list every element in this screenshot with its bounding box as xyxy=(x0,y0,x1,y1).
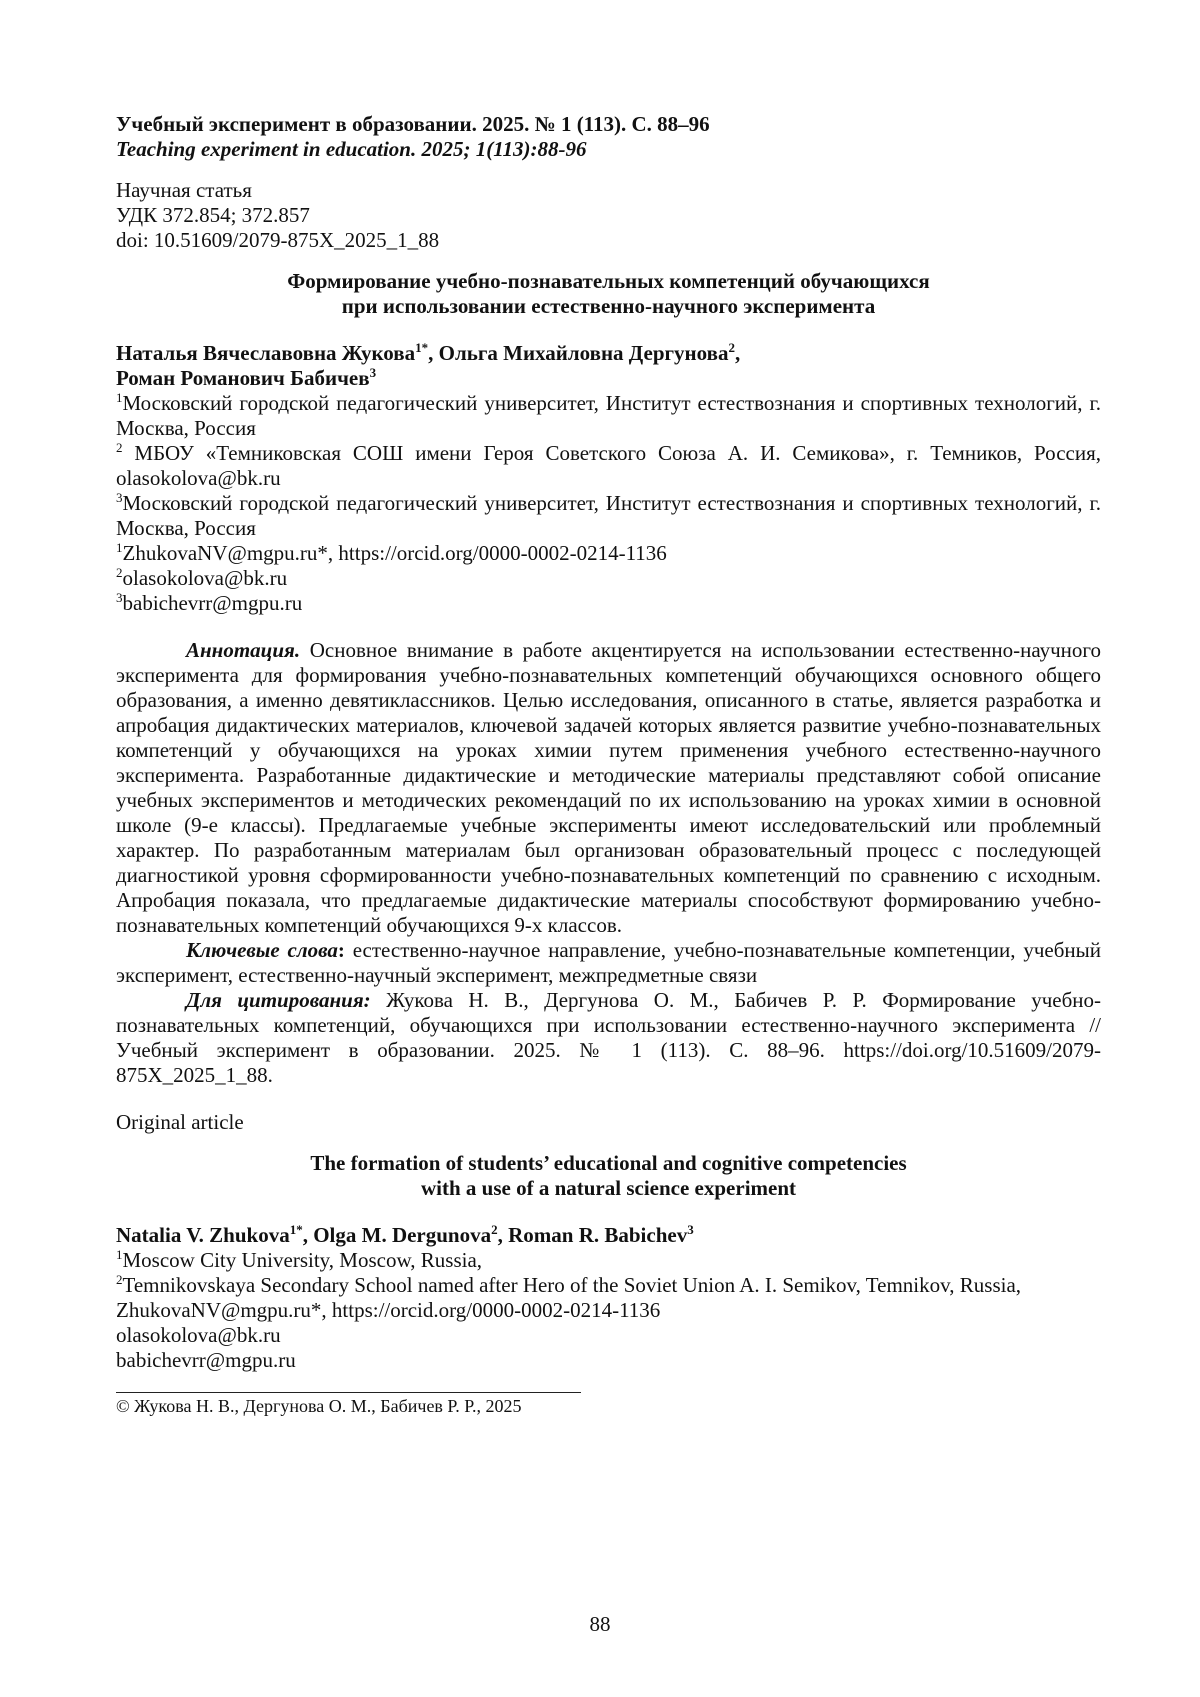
citation-text: Жукова Н. В., Дергунова О. М., Бабичев Р. Р. Формирование учебно-познавательных компетенций, обучающихся при использовании естественно-научного эксперимента // Учебный эксперимент в образовании. 2025. № 1 (113). С. 88–96. https://doi.org/10.51609/2079-875X_2025_1_88. xyxy=(116,988,1101,1087)
authors-en xyxy=(116,1223,1101,1248)
keywords-text: естественно-научное направление, учебно-познавательные компетенции, учебный эксперимент, естественно-научный эксперимент, межпредметные связи xyxy=(116,938,1102,987)
article-type-en: Original article xyxy=(116,1110,244,1134)
keywords-ru xyxy=(116,938,1101,988)
email-text: ZhukovaNV@mgpu.ru*, https://orcid.org/0000-0002-0214-1136 xyxy=(122,541,667,565)
affiliation-ru xyxy=(116,441,1101,491)
email-en: olasokolova@bk.ru xyxy=(116,1323,281,1347)
author-separator: , xyxy=(497,1223,509,1247)
author-sup: 1* xyxy=(415,340,429,355)
article-page xyxy=(116,112,1101,1417)
abstract-text: Основное внимание в работе акцентируется на использовании естественно-научного эксперимента для формирования учебно-познавательных компетенций обучающихся основного общего образования, а именно девятиклассников. Целью исследования, описанного в статье, является разработка и апробация дидактических материалов, ключевой задачей которых является развитие учебно-познавательных компетенций у обучающихся на уроках химии путем применения учебного естественно-научного эксперимента. Разработанные дидактические и методические материалы представляют собой описание учебных экспериментов и методических рекомендаций по их использованию на уроках химии в основной школе (9-е классы). Предлагаемые учебные эксперименты имеют исследовательский или проблемный характер. По разработанным материалам был организован образовательный процесс с последующей диагностикой уровня сформированности учебно-познавательных компетенций по сравнению с исходным. Апробация показала, что предлагаемые дидактические материалы способствуют формированию учебно-познавательных компетенций обучающихся 9-х классов. xyxy=(116,638,1101,937)
author-sup: 3 xyxy=(687,1222,694,1237)
page-number: 88 xyxy=(589,1612,611,1636)
email-sup: 3 xyxy=(116,590,123,605)
author-name: Roman R. Babichev xyxy=(508,1223,688,1247)
author-name: Наталья Вячеславовна Жукова xyxy=(116,341,416,365)
journal-citation-ru: Учебный эксперимент в образовании. 2025. № 1 (113). С. 88–96 xyxy=(116,112,710,136)
author-name: Olga M. Dergunova xyxy=(313,1223,492,1247)
abstract-ru xyxy=(116,638,1101,938)
citation-ru xyxy=(116,988,1101,1088)
email-text: babichevrr@mgpu.ru xyxy=(122,591,303,615)
author-separator: , xyxy=(734,341,741,365)
email-sup: 1 xyxy=(116,540,123,555)
article-type-ru: Научная статья xyxy=(116,178,252,202)
author-separator: , xyxy=(302,1223,314,1247)
author-name: Роман Романович Бабичев xyxy=(116,366,370,390)
email-ru xyxy=(116,591,1101,616)
article-title-ru-line2: при использовании естественно-научного эксперимента xyxy=(341,294,876,318)
affiliation-ru xyxy=(116,491,1101,541)
affiliation-en xyxy=(116,1248,1101,1273)
authors-ru xyxy=(116,341,1101,391)
affiliation-text: МБОУ «Темниковская СОШ имени Героя Советского Союза А. И. Семикова», г. Темников, Россия, olasokolova@bk.ru xyxy=(116,441,1101,490)
email-ru xyxy=(116,566,1101,591)
doi: doi: 10.51609/2079-875X_2025_1_88 xyxy=(116,228,440,252)
affiliation-ru xyxy=(116,391,1101,441)
author-sup: 1* xyxy=(289,1222,303,1237)
email-ru xyxy=(116,541,1101,566)
citation-label: Для цитирования: xyxy=(186,988,371,1012)
email-en: babichevrr@mgpu.ru xyxy=(116,1348,296,1372)
author-separator: , xyxy=(428,341,439,365)
affiliation-text: Московский городской педагогический университет, Институт естествознания и спортивных технологий, г. Москва, Россия xyxy=(116,491,1101,540)
email-en: ZhukovaNV@mgpu.ru*, https://orcid.org/0000-0002-0214-1136 xyxy=(116,1298,661,1322)
author-sup: 2 xyxy=(728,340,735,355)
article-title-en-line2: with a use of a natural science experiment xyxy=(420,1176,797,1200)
affiliation-sup: 1 xyxy=(116,390,123,405)
affiliation-sup: 2 xyxy=(116,440,123,455)
article-title-en-line1: The formation of students’ educational and cognitive competencies xyxy=(310,1151,907,1175)
abstract-label: Аннотация. xyxy=(186,638,301,662)
affiliation-text: Moscow City University, Moscow, Russia, xyxy=(122,1248,483,1272)
keywords-label: Ключевые слова xyxy=(186,938,338,962)
author-sup: 3 xyxy=(369,365,377,380)
keywords-colon: : xyxy=(337,938,345,962)
affiliation-sup: 2 xyxy=(116,1272,123,1287)
affiliation-sup: 1 xyxy=(116,1247,123,1262)
email-text: olasokolova@bk.ru xyxy=(122,566,288,590)
journal-citation-en: Teaching experiment in education. 2025; 1(113):88-96 xyxy=(116,137,587,161)
affiliation-text: Московский городской педагогический университет, Институт естествознания и спортивных технологий, г. Москва, Россия xyxy=(116,391,1101,440)
email-sup: 2 xyxy=(116,565,123,580)
author-name: Ольга Михайловна Дергунова xyxy=(438,341,729,365)
author-name: Natalia V. Zhukova xyxy=(116,1223,290,1247)
footnote-divider xyxy=(116,1392,581,1393)
copyright-notice: © Жукова Н. В., Дергунова О. М., Бабичев Р. Р., 2025 xyxy=(116,1396,522,1416)
affiliation-en xyxy=(116,1273,1101,1298)
author-sup: 2 xyxy=(491,1222,498,1237)
udc-code: УДК 372.854; 372.857 xyxy=(116,203,310,227)
affiliation-sup: 3 xyxy=(116,490,123,505)
affiliation-text: Temnikovskaya Secondary School named after Hero of the Soviet Union A. I. Semikov, Temnikov, Russia, xyxy=(122,1273,1022,1297)
article-title-ru-line1: Формирование учебно-познавательных компетенций обучающихся xyxy=(287,269,930,293)
